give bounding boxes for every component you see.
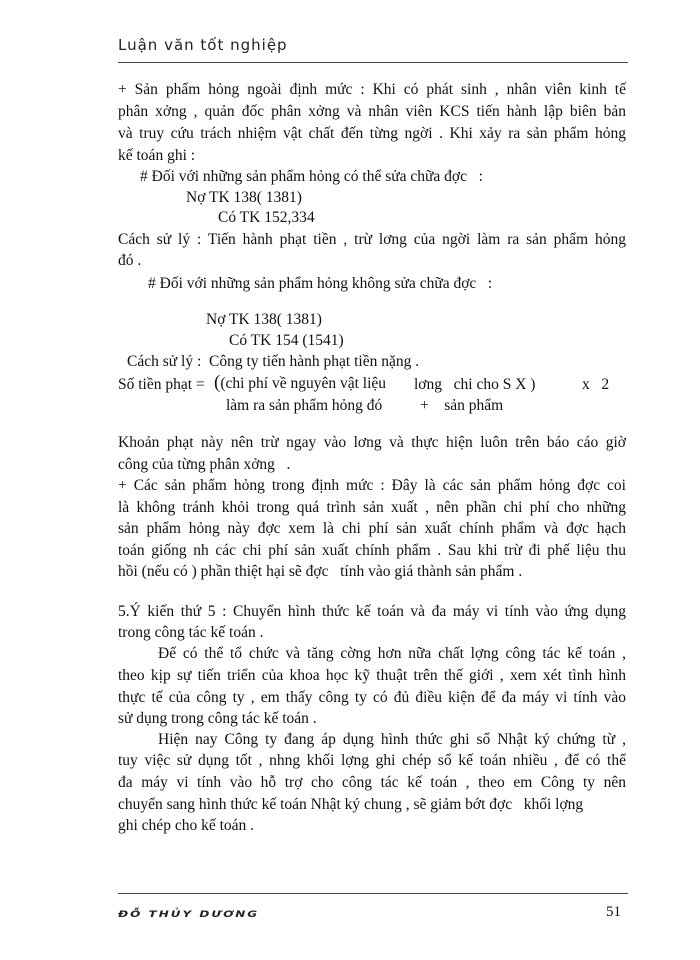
- paragraph-line: Hiện nay Công ty đang áp dụng hình thức ghi sổ Nhật ký chứng từ ,: [158, 731, 626, 748]
- paragraph-line: kế toán ghi :: [118, 147, 196, 164]
- running-header: Luận văn tốt nghiệp: [118, 36, 288, 54]
- paragraph-line: là không tránh khỏi trong quá trình sản xuất , nên phần chi phí cho những: [118, 499, 626, 516]
- paragraph-line: công của từng phân xởng .: [118, 456, 291, 473]
- formula-numerator-text: (chi phí về nguyên vật liệu: [220, 375, 387, 392]
- paragraph-line: trong công tác kế toán .: [118, 624, 264, 641]
- footer-author: ĐỖ THỦY DƯƠNG: [118, 909, 260, 919]
- formula-multiplier: x 2: [582, 376, 610, 393]
- paragraph-line: chuyển sang hình thức kế toán Nhật ký chung , sẽ giảm bớt đợc khối lợng: [118, 796, 584, 813]
- paragraph-line: thực tế của công ty , em thấy công ty có đủ điều kiện để đa máy vi tính vào: [118, 689, 626, 706]
- paragraph-line: đó .: [118, 252, 142, 269]
- formula-denominator: làm ra sản phẩm hỏng đó: [226, 397, 383, 414]
- paragraph-line: Cách sử lý : Tiến hành phạt tiền , trừ lơng của ngời làm ra sản phẩm hỏng: [118, 231, 626, 248]
- paragraph-line: theo kịp sự tiến triển của khoa học kỹ thuật trên thế giới , xem xét tình hình: [118, 667, 626, 684]
- paragraph-line: và truy cứu trách nhiệm vật chất đến từng ngời . Khi xảy ra sản phẩm hỏng: [118, 125, 626, 142]
- formula-plus-product: + sản phẩm: [420, 397, 504, 414]
- journal-entry-credit: Có TK 154 (1541): [229, 332, 344, 349]
- formula-wages: lơng chi cho S X ): [414, 376, 536, 393]
- journal-entry-credit: Có TK 152,334: [218, 209, 315, 226]
- subheading-line: # Đối với những sản phẩm hỏng có thể sửa chữa đợc :: [140, 168, 483, 185]
- paragraph-line: sản phẩm hỏng này đợc xem là chi phí sản xuất chính phẩm và đợc hạch: [118, 520, 626, 537]
- paragraph-line: + Sản phẩm hỏng ngoài định mức : Khi có phát sinh , nhân viên kinh tế: [118, 81, 626, 98]
- paragraph-line: sử dụng trong công tác kế toán .: [118, 710, 317, 727]
- section-heading: 5.Ý kiến thứ 5 : Chuyển hình thức kế toán và đa máy vi tính vào ứng dụng: [118, 603, 626, 620]
- paragraph-line: đa máy vi tính vào hỗ trợ cho công tác kế toán , theo em Công ty nên: [118, 774, 626, 791]
- page-number: 51: [606, 904, 621, 920]
- paragraph-line: toán giống nh các chi phí sản xuất chính phẩm . Sau khi trừ đi phế liệu thu: [118, 542, 626, 559]
- paragraph-line: ghi chép cho kế toán .: [118, 817, 255, 834]
- paragraph-line: tuy việc sử dụng tốt , nhng khối lợng ghi chép sổ kế toán nhiều , để có thể: [118, 752, 626, 769]
- formula-label: Số tiền phạt =: [118, 376, 209, 393]
- paragraph-line: + Các sản phẩm hỏng trong định mức : Đây là các sản phẩm hỏng đợc coi: [118, 477, 626, 494]
- journal-entry-debit: Nợ TK 138( 1381): [206, 311, 322, 328]
- paragraph-line: Cách sử lý : Công ty tiến hành phạt tiền nặng .: [127, 353, 420, 370]
- formula-numerator: [214, 374, 386, 393]
- journal-entry-debit: Nợ TK 138( 1381): [186, 189, 302, 206]
- formula-paren: (: [214, 372, 221, 393]
- paragraph-line: Khoản phạt này nên trừ ngay vào lơng và thực hiện luôn trên báo cáo giờ: [118, 434, 626, 451]
- paragraph-line: phân xởng , quản đốc phân xởng và nhân viên KCS tiến hành lập biên bản: [118, 103, 626, 120]
- paragraph-line: hồi (nếu có ) phần thiệt hại sẽ đợc tính vào giá thành sản phẩm .: [118, 563, 523, 580]
- footer-rule: [118, 893, 628, 894]
- subheading-line: # Đối với những sản phẩm hỏng không sửa chữa đợc :: [148, 275, 493, 292]
- paragraph-line: Để có thể tổ chức và tăng cờng hơn nữa chất lợng công tác kế toán ,: [158, 645, 626, 662]
- header-rule: [118, 62, 628, 63]
